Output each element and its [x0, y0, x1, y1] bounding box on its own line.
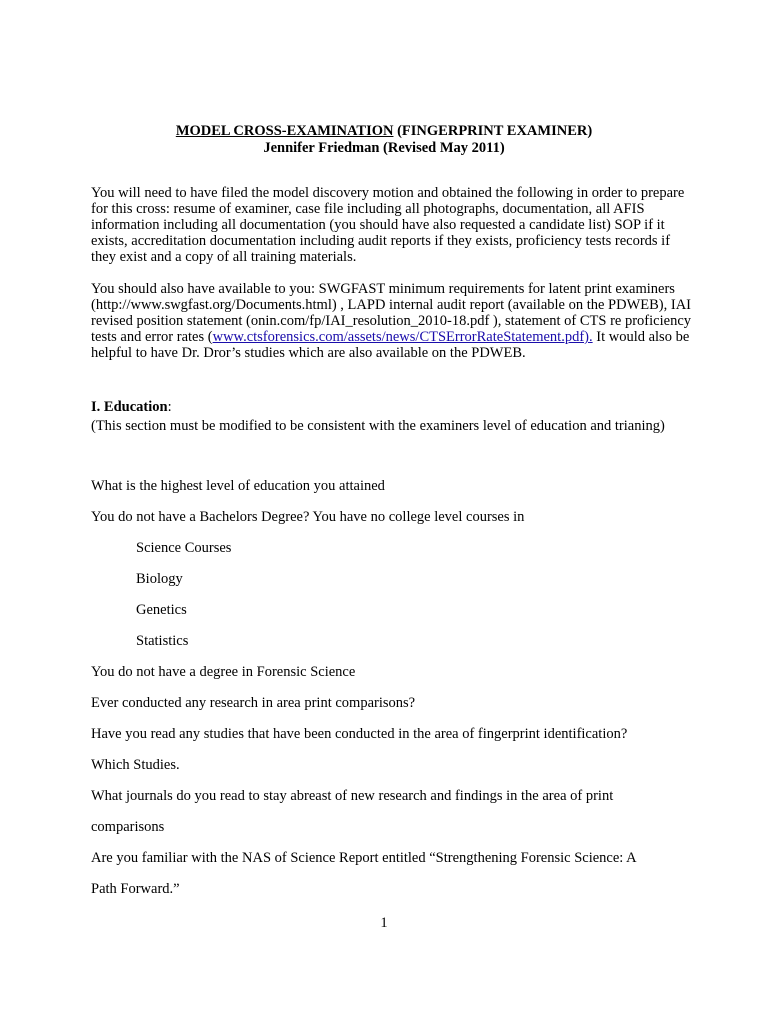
title-rest: (FINGERPRINT EXAMINER)	[393, 123, 593, 139]
resources-text-end: It would also be helpful to have Dr. Dror’s studies which are also available on the PDWEB.	[91, 329, 690, 361]
intro-paragraph: You will need to have filed the model discovery motion and obtained the following in order to prepare for this cross: resume of examiner, case file including all photographs, documentation, all AFIS information including all documentation (you should have also requested a candidate list) SOP if it exists, accreditation documentation including audit reports if they exists, proficiency tests records if they exist and a copy of all training materials.	[91, 185, 685, 265]
title-underlined: MODEL CROSS-EXAMINATION	[175, 123, 394, 139]
document-title	[0, 123, 768, 140]
question-8-line-2: Path Forward.”	[91, 881, 180, 897]
section-note: (This section must be modified to be consistent with the examiners level of education and trianing)	[91, 418, 665, 434]
question-1: What is the highest level of education you attained	[91, 478, 385, 494]
resources-paragraph	[91, 281, 691, 361]
page-number: 1	[380, 915, 388, 931]
question-5: Have you read any studies that have been conducted in the area of fingerprint identification?	[91, 726, 628, 742]
course-item: Science Courses	[136, 540, 232, 556]
resources-text-start: You should also have available to you: SWGFAST minimum requirements for latent print examiners (http://www.swgfast.org/Documents.html) , LAPD internal audit report (available on the PDWEB), IAI revised position statement (onin.com/fp/IAI_resolution_2010-18.pdf ), statement of CTS re proficiency tests and error rates (	[91, 281, 692, 345]
question-8-line-1: Are you familiar with the NAS of Science Report entitled “Strengthening Forensic Science: A	[91, 850, 637, 866]
question-7-line-2: comparisons	[91, 819, 165, 835]
section-heading-text: I. Education	[91, 399, 168, 415]
course-item: Biology	[136, 571, 183, 587]
question-2: You do not have a Bachelors Degree? You have no college level courses in	[91, 509, 525, 525]
section-heading-colon: :	[167, 399, 172, 415]
section-heading	[91, 399, 172, 416]
question-6: Which Studies.	[91, 757, 180, 773]
course-item: Genetics	[136, 602, 187, 618]
course-item: Statistics	[136, 633, 189, 649]
question-7-line-1: What journals do you read to stay abreast of new research and findings in the area of print	[91, 788, 614, 804]
cts-link[interactable]: www.ctsforensics.com/assets/news/CTSErrorRateStatement.pdf).	[212, 329, 593, 345]
document-subtitle: Jennifer Friedman (Revised May 2011)	[263, 140, 505, 156]
question-4: Ever conducted any research in area print comparisons?	[91, 695, 416, 711]
question-3: You do not have a degree in Forensic Science	[91, 664, 356, 680]
